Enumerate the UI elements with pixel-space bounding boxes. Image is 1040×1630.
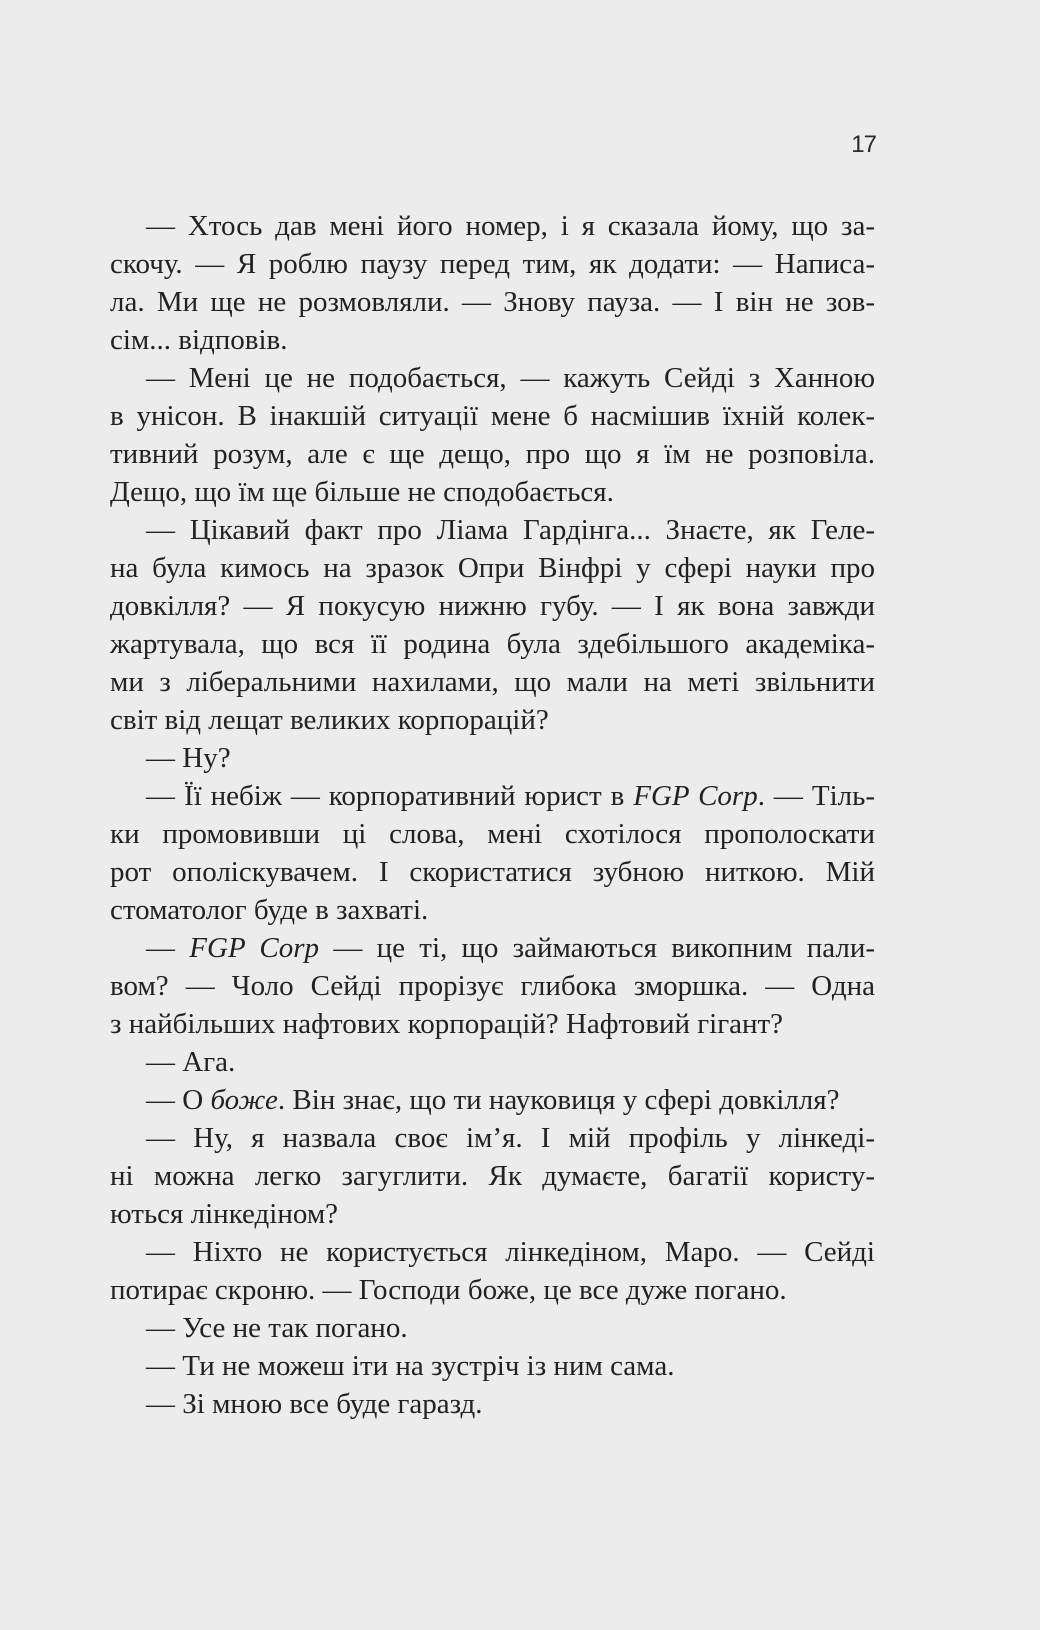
text-line [110,929,875,967]
text-line: — Мені це не подобається, — кажуть Сейді з Ханною [146,362,875,394]
text-line: на була кимось на зразок Опри Вінфрі у сфері науки про [110,552,875,584]
text-line: — Усе не так погано. [146,1312,408,1344]
text-line: ла. Ми ще не розмовляли. — Знову пауза. — І він не зов- [110,286,875,318]
text-line: вом? — Чоло Сейді прорізує глибока зморшка. — Одна [110,970,875,1002]
body-text [110,207,875,1423]
italic-company-name: FGP Corp [633,780,758,812]
text-line: скочу. — Я роблю паузу перед тим, як додати: — Написа- [110,248,875,280]
text-line: потирає скроню. — Господи боже, це все дуже погано. [110,1274,787,1306]
text-line: — Хтось дав мені його номер, і я сказала йому, що за- [146,210,875,242]
text-line: з найбільших нафтових корпорацій? Нафтовий гігант? [110,1008,784,1040]
text-segment: — це ті, що займаються викопним пали- [319,932,876,964]
text-line: Дещо, що їм ще більше не сподобається. [110,476,614,508]
text-segment: . — Тіль- [757,780,875,812]
text-line: — Ну? [146,742,231,774]
text-line [110,1081,875,1119]
text-line: — Ага. [146,1046,236,1078]
text-line: довкілля? — Я покусую нижню губу. — І як вона завжди [110,590,875,622]
text-line: — Зі мною все буде гаразд. [146,1388,483,1420]
text-segment: — Її небіж — корпоративний юрист в [146,780,634,812]
text-line: — Ти не можеш іти на зустріч із ним сама. [146,1350,675,1382]
text-segment: — [146,932,190,964]
text-line: рот ополіскувачем. І скористатися зубною ниткою. Мій [110,856,875,888]
text-segment: . Він знає, що ти науковиця у сфері довкілля? [277,1084,840,1116]
text-line: ні можна легко загуглити. Як думаєте, багатії користу- [110,1160,875,1192]
text-line: тивний розум, але є ще дещо, про що я їм не розповіла. [110,438,875,470]
text-line: — Ну, я назвала своє ім’я. І мій профіль у лінкеді- [146,1122,875,1154]
text-segment: — О [146,1084,211,1116]
text-line: світ від лещат великих корпорацій? [110,704,549,736]
text-line: — Ніхто не користується лінкедіном, Маро. — Сейді [146,1236,875,1268]
page-number: 17 [851,131,876,158]
text-line: ми з ліберальними нахилами, що мали на меті звільнити [110,666,875,698]
text-line: в унісон. В інакшій ситуації мене б насмішив їхній колек- [110,400,875,432]
italic-word: боже [210,1084,278,1116]
text-line: ки промовивши ці слова, мені схотілося прополоскати [110,818,875,850]
italic-company-name: FGP Corp [189,932,320,964]
text-line: — Цікавий факт про Ліама Гардінга... Знаєте, як Геле- [146,514,875,546]
text-line: сім... відповів. [110,324,288,356]
text-line [110,777,875,815]
text-line: жартувала, що вся її родина була здебільшого академіка- [110,628,875,660]
text-line: ються лінкедіном? [110,1198,339,1230]
text-line: стоматолог буде в захваті. [110,894,429,926]
